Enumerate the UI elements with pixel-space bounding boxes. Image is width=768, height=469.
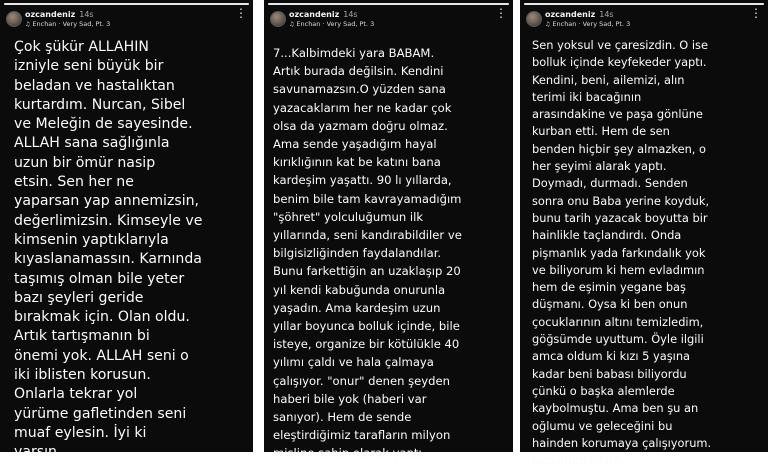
avatar[interactable] xyxy=(526,11,542,27)
music-title: Enchan · Very Sad, Pt. 3 xyxy=(552,20,631,28)
music-note-icon: ♫ xyxy=(25,21,31,28)
music-label[interactable] xyxy=(25,20,110,28)
username-text: ozcandeniz xyxy=(545,10,596,19)
story-header xyxy=(4,8,249,32)
story-panel-3[interactable] xyxy=(520,0,768,468)
time-ago: 14s xyxy=(599,10,614,19)
story-progress-fill xyxy=(4,3,249,5)
avatar[interactable] xyxy=(6,11,22,27)
music-label[interactable] xyxy=(289,20,374,28)
music-note-icon: ♫ xyxy=(289,21,295,28)
music-note-icon: ♫ xyxy=(545,21,551,28)
story-progress-bar xyxy=(268,3,509,5)
more-options-icon[interactable]: ⋮ xyxy=(495,6,507,20)
username[interactable] xyxy=(25,10,94,19)
story-header xyxy=(268,8,509,32)
story-text: Sen yoksul ve çaresizdin. O ise bolluk içinde keyfekeder yaptı. Kendini, beni, ailemizi, alın terimi iki bacağının arasındakine ve paşa gönlüne kurban etti. Hem de sen benden hiçbir şey almazken, o her şeyimi alarak yaptı. Doymadı, durmadı. Senden sonra onu Baba yerine koyduk, bunu tarih yazacak boyutta bir hainlikle taçlandırdı. Onda pişmanlık yada farkındalık yok ve biliyorum ki hem evladımın hem de eşimin yegane baş düşmanı. Oysa ki ben onun çocuklarının altını temizledim, göğsümde uyuttum. Öyle ilgili amca oldum ki kızı 5 yaşına kadar beni babası biliyordu çünkü o başka alemlerde kaybolmuştu. Ama ben şu an oğlumu ve geleceğini bu hainden korumaya çalışıyorum. Üzgünüm BABA. xyxy=(532,38,712,468)
story-header xyxy=(524,8,764,32)
story-progress-bar xyxy=(4,3,249,5)
username[interactable] xyxy=(289,10,358,19)
story-panel-2[interactable] xyxy=(264,0,513,461)
story-progress-fill xyxy=(268,3,509,5)
music-title: Enchan · Very Sad, Pt. 3 xyxy=(296,20,375,28)
username-text: ozcandeniz xyxy=(25,10,76,19)
avatar[interactable] xyxy=(270,11,286,27)
time-ago: 14s xyxy=(343,10,358,19)
username-text: ozcandeniz xyxy=(289,10,340,19)
story-text: Çok şükür ALLAHIN izniyle seni büyük bir beladan ve hastalıktan kurtardım. Nurcan, Sibel ve Meleğin de sayesinde. ALLAH sana sağlığınla uzun bir ömür nasip etsin. Sen her ne yaparsan yap annemizsin, değerlimizsin. Kimseyle ve kimsenin yaptıklarıyla kıyaslanamassın. Karnında taşımış olman bile yeter bazı şeyleri geride bırakmak için. Olan oldu. Artık tartışmanın bi önemi yok. ALLAH seni o iki iblisten korusun. Onlarla tekrar yol yürüme gafletinden seni muaf eylesin. İyi ki varsın. xyxy=(14,39,203,461)
username[interactable] xyxy=(545,10,614,19)
story-progress-fill xyxy=(524,3,764,5)
more-options-icon[interactable]: ⋮ xyxy=(235,6,247,20)
more-options-icon[interactable]: ⋮ xyxy=(750,6,762,20)
story-progress-bar xyxy=(524,3,764,5)
story-panel-1[interactable] xyxy=(0,0,253,461)
music-title: Enchan · Very Sad, Pt. 3 xyxy=(32,20,111,28)
music-label[interactable] xyxy=(545,20,630,28)
time-ago: 14s xyxy=(79,10,94,19)
story-text: 7...Kalbimdeki yara BABAM. Artık burada değilsin. Kendini savunamazsın.O yüzden sana yazacaklarım her ne kadar çok olsa da yazmam doğru olmaz. Ama sende yaşadığım hayal kırıklığının kat be katını bana kardeşim yaşattı. 90 lı yıllarda, benim bile tam kavrayamadığım "şöhret" yolculuğumun ilk yıllarında, seni kandırabildiler ve bilgisizliğinden faydalandılar. Bunu farkettiğin an uzaklaşıp 20 yıl kendi kabuğunda onurunla yaşadın. Ama kardeşim uzun yıllar boyunca bolluk içinde, bile isteye, organize bir kötülükle 40 yılımı çaldı ve hala çalmaya çalışıyor. "onur" denen şeyden haberi bile yok (haberi var sanıyor). Hem de sende eleştirdiğimiz tarafların milyon misline sahip olarak yaptı. xyxy=(273,46,462,461)
